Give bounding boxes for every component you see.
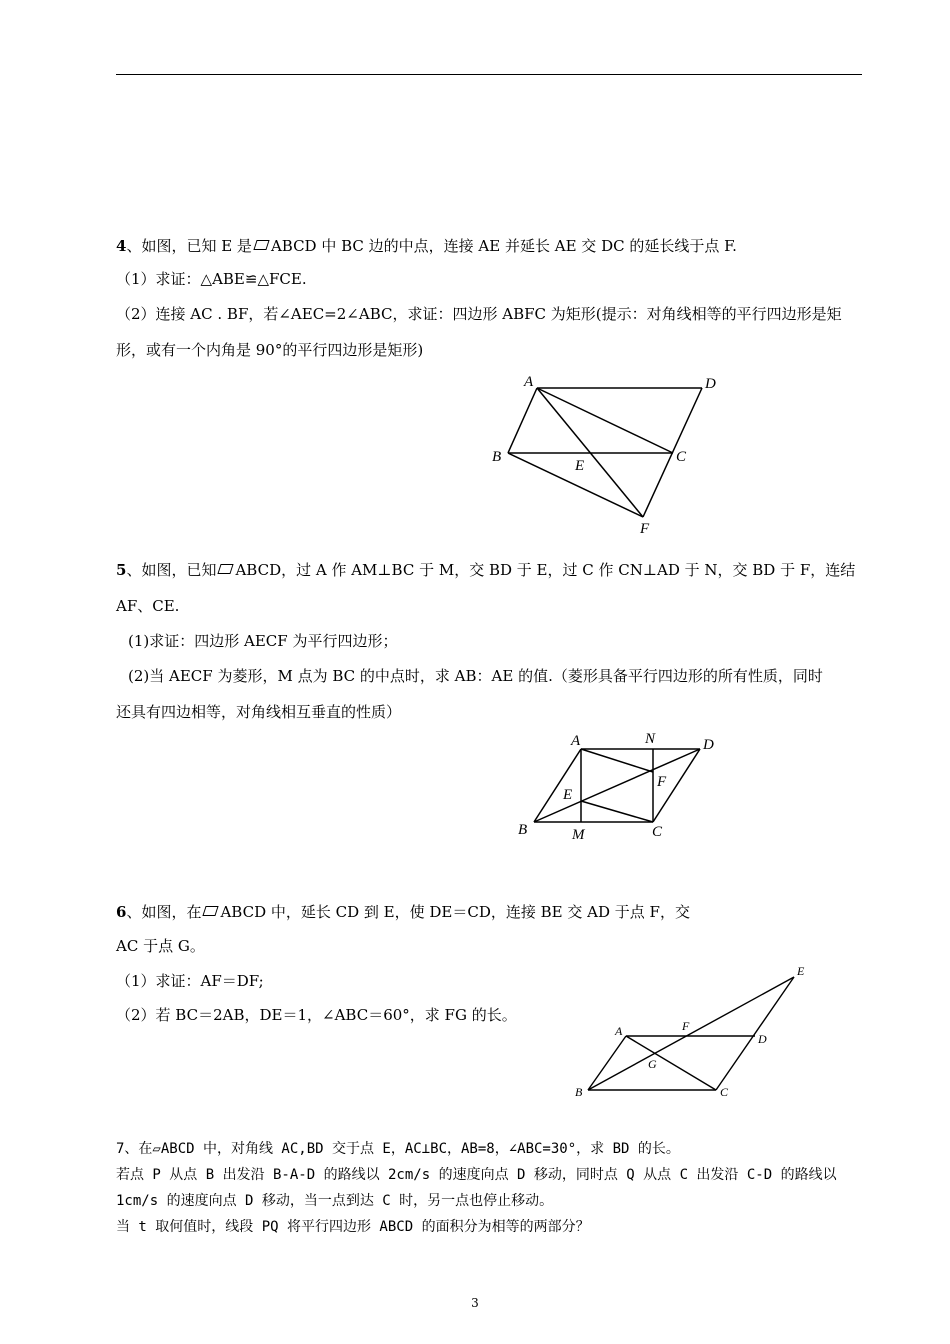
q5-label-b: B [518,822,528,838]
q5-part2-line1: (2)当 AECF 为菱形，M 点为 BC 的中点时，求 AB：AE 的值.（菱形具备平行四边形的所有性质，同时 [128,667,823,685]
q6-statement: 6、如图，在 ABCD 中，延长 CD 到 E，使 DE＝CD，连接 BE 交 AD 于点 F，交 [116,903,690,921]
q6-label-e: E [797,964,805,978]
parallelogram-icon [253,240,269,250]
q6-statement-line2: AC 于点 G。 [116,937,205,955]
q6-label-g: G [648,1057,657,1071]
q6-label-d: D [758,1032,767,1046]
q6-label-f: F [682,1019,690,1033]
q5-label-c: C [652,824,663,840]
q5-figure [510,728,730,848]
parallelogram-icon [203,906,219,916]
q5-part1: (1)求证：四边形 AECF 为平行四边形； [128,632,398,650]
q5-label-f: F [657,774,667,790]
parallelogram-icon [218,564,234,574]
q4-label-a: A [524,374,534,390]
q6-figure [566,960,816,1105]
q6-label-a: A [615,1024,623,1038]
q6-label-c: C [720,1085,729,1099]
q4-part2-line2: 形，或有一个内角是 90°的平行四边形是矩形) [116,341,424,359]
q5-statement-line2: AF、CE. [116,597,180,615]
q4-label-d: D [705,376,716,392]
q7-line1: 7、在▱ABCD 中，对角线 AC,BD 交于点 E，AC⊥BC，AB=8，∠ABC=30°，求 BD 的长。 [116,1141,680,1157]
q4-label-f: F [640,521,650,537]
q4-part2-line1: （2）连接 AC . BF，若∠AEC=2∠ABC，求证：四边形 ABFC 为矩形(提示：对角线相等的平行四边形是矩 [116,305,842,323]
q4-label-c: C [676,449,687,465]
header-rule [116,74,862,75]
q5-label-e: E [563,787,573,803]
q5-label-m: M [572,827,585,843]
q4-figure [480,364,740,544]
q5-part2-line2: 还具有四边相等，对角线相互垂直的性质） [116,703,402,721]
q6-label-b: B [575,1085,583,1099]
q5-label-d: D [703,737,714,753]
q5-statement: 5、如图，已知 ABCD，过 A 作 AM⊥BC 于 M，交 BD 于 E，过 C 作 CN⊥AD 于 N，交 BD 于 F，连结 [116,561,856,579]
q7-line4: 当 t 取何值时，线段 PQ 将平行四边形 ABCD 的面积分为相等的两部分？ [116,1219,590,1235]
q6-part2: （2）若 BC＝2AB，DE＝1，∠ABC＝60°，求 FG 的长。 [116,1006,517,1024]
q7-line2: 若点 P 从点 B 出发沿 B-A-D 的路线以 2cm/s 的速度向点 D 移动，同时点 Q 从点 C 出发沿 C-D 的路线以 [116,1167,837,1183]
q4-label-e: E [575,458,585,474]
q5-label-n: N [645,731,656,747]
q7-line3: 1cm/s 的速度向点 D 移动，当一点到达 C 时，另一点也停止移动。 [116,1193,554,1209]
page-number: 3 [471,1296,479,1310]
q4-label-b: B [492,449,502,465]
q4-part1: （1）求证：△ABE≌△FCE. [116,270,307,288]
q5-label-a: A [571,733,581,749]
q6-part1: （1）求证：AF＝DF; [116,972,264,990]
q4-statement: 4、如图，已知 E 是 ABCD 中 BC 边的中点，连接 AE 并延长 AE 交 DC 的延长线于点 F. [116,237,737,255]
